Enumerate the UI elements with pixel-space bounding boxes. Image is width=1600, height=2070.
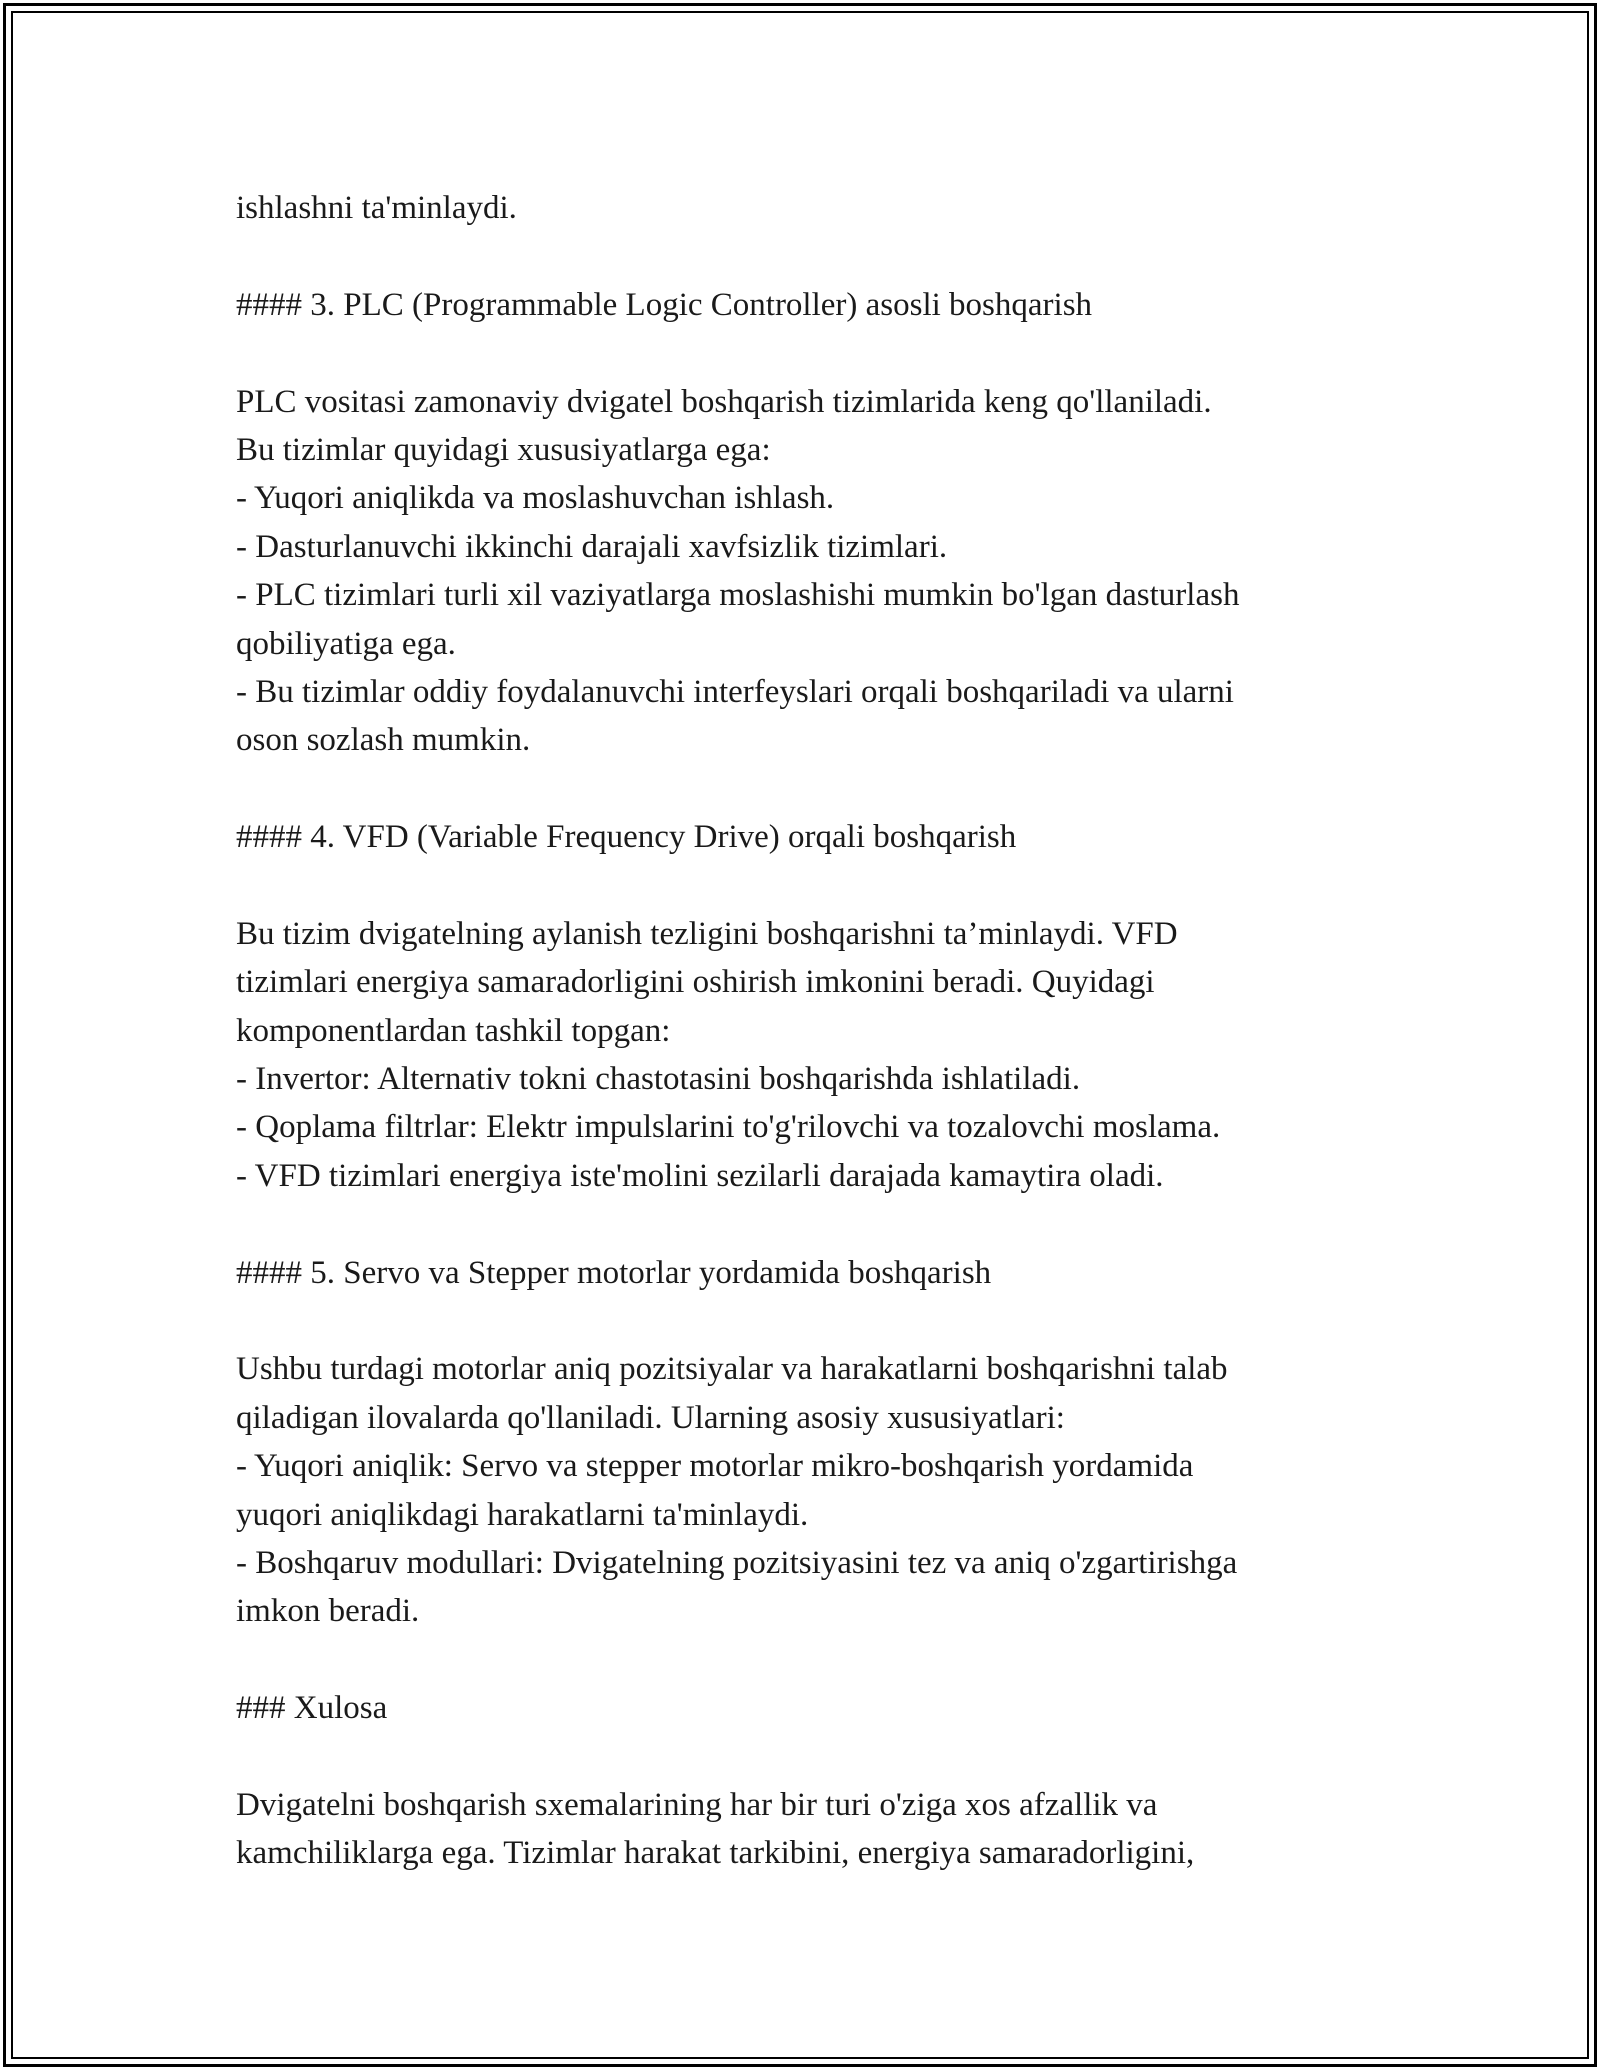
blank-line bbox=[236, 765, 1416, 813]
text-line: kamchiliklarga ega. Tizimlar harakat tarkibini, energiya samaradorligini, bbox=[236, 1835, 1195, 1872]
section-heading: #### 5. Servo va Stepper motorlar yordamida boshqarish bbox=[236, 1254, 992, 1291]
blank-line bbox=[236, 1733, 1416, 1781]
blank-line bbox=[236, 1200, 1416, 1248]
section-heading: #### 4. VFD (Variable Frequency Drive) orqali boshqarish bbox=[236, 819, 1017, 856]
text-line: tizimlari energiya samaradorligini oshirish imkonini beradi. Quyidagi bbox=[236, 964, 1155, 1001]
text-line: ishlashni ta'minlaydi. bbox=[236, 190, 517, 226]
blank-line bbox=[236, 232, 1416, 280]
list-item: - Yuqori aniqlik: Servo va stepper motorlar mikro-boshqarish yordamida bbox=[236, 1448, 1194, 1485]
blank-line bbox=[236, 1297, 1416, 1345]
list-item: - Bu tizimlar oddiy foydalanuvchi interfeyslari orqali boshqariladi va ularni bbox=[236, 673, 1234, 710]
list-item: - VFD tizimlari energiya iste'molini sezilarli darajada kamaytira oladi. bbox=[236, 1157, 1164, 1194]
list-item: - Boshqaruv modullari: Dvigatelning pozitsiyasini tez va aniq o'zgartirishga bbox=[236, 1544, 1238, 1581]
text-line: imkon beradi. bbox=[236, 1593, 420, 1630]
section-heading: ### Xulosa bbox=[236, 1690, 388, 1727]
text-line: komponentlardan tashkil topgan: bbox=[236, 1012, 671, 1049]
text-line: yuqori aniqlikdagi harakatlarni ta'minlaydi. bbox=[236, 1496, 809, 1533]
text-line: Bu tizim dvigatelning aylanish tezligini boshqarishni ta’minlaydi. VFD bbox=[236, 915, 1178, 952]
text-line: Dvigatelni boshqarish sxemalarining har bir turi o'ziga xos afzallik va bbox=[236, 1786, 1158, 1823]
list-item: - Dasturlanuvchi ikkinchi darajali xavfsizlik tizimlari. bbox=[236, 528, 948, 565]
document-body bbox=[236, 184, 1416, 1878]
list-item: - PLC tizimlari turli xil vaziyatlarga moslashishi mumkin bo'lgan dasturlash bbox=[236, 577, 1240, 614]
blank-line bbox=[236, 1636, 1416, 1684]
text-line: Bu tizimlar quyidagi xususiyatlarga ega: bbox=[236, 431, 771, 468]
list-item: - Invertor: Alternativ tokni chastotasini boshqarishda ishlatiladi. bbox=[236, 1061, 1081, 1098]
text-line: qiladigan ilovalarda qo'llaniladi. Ularning asosiy xususiyatlari: bbox=[236, 1399, 1065, 1436]
text-line: qobiliyatiga ega. bbox=[236, 625, 456, 662]
blank-line bbox=[236, 329, 1416, 377]
section-heading: #### 3. PLC (Programmable Logic Controller) asosli boshqarish bbox=[236, 286, 1093, 323]
blank-line bbox=[236, 861, 1416, 909]
list-item: - Qoplama filtrlar: Elektr impulslarini to'g'rilovchi va tozalovchi moslama. bbox=[236, 1109, 1221, 1146]
list-item: - Yuqori aniqlikda va moslashuvchan ishlash. bbox=[236, 480, 835, 517]
text-line: oson sozlash mumkin. bbox=[236, 722, 531, 759]
text-line: PLC vositasi zamonaviy dvigatel boshqarish tizimlarida keng qo'llaniladi. bbox=[236, 383, 1212, 420]
text-line: Ushbu turdagi motorlar aniq pozitsiyalar va harakatlarni boshqarishni talab bbox=[236, 1351, 1228, 1388]
